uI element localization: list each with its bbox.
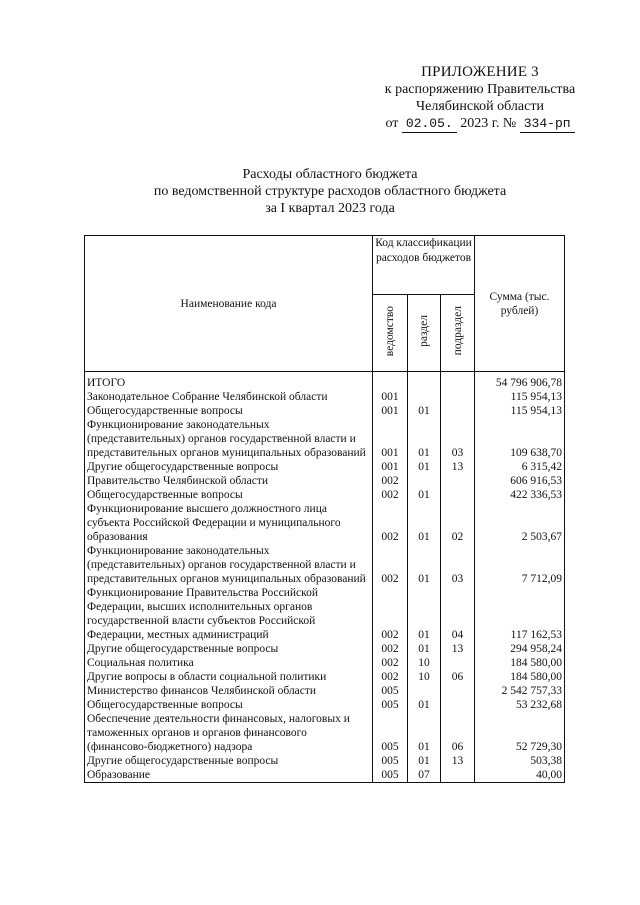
row-vedomstvo: 002	[373, 502, 408, 544]
row-podrazdel: 04	[441, 586, 475, 642]
row-podrazdel: 06	[441, 670, 475, 684]
order-date: 02.05.	[402, 115, 457, 133]
row-podrazdel	[441, 404, 475, 418]
row-vedomstvo: 005	[373, 754, 408, 768]
row-sum: 53 232,68	[475, 698, 565, 712]
row-vedomstvo: 002	[373, 586, 408, 642]
row-vedomstvo: 002	[373, 474, 408, 488]
row-sum: 117 162,53	[475, 586, 565, 642]
row-sum: 184 580,00	[475, 656, 565, 670]
row-razdel: 07	[408, 768, 441, 783]
row-razdel: 01	[408, 544, 441, 586]
table-row	[85, 544, 565, 586]
table-row	[85, 502, 565, 544]
row-razdel	[408, 474, 441, 488]
row-name: Обеспечение деятельности финансовых, налоговых и таможенных органов и органов финансового (финансово-бюджетного) надзора	[85, 712, 373, 754]
row-name: Общегосударственные вопросы	[85, 488, 373, 502]
table-row	[85, 670, 565, 684]
row-podrazdel: 03	[441, 418, 475, 460]
row-name: Другие вопросы в области социальной политики	[85, 670, 373, 684]
document-title-line3: за I квартал 2023 года	[265, 201, 395, 216]
table-row	[85, 754, 565, 768]
document-title-line2: по ведомственной структуре расходов областного бюджета	[153, 184, 507, 199]
row-vedomstvo: 001	[373, 418, 408, 460]
header-vedomstvo	[373, 295, 408, 372]
row-sum: 115 954,13	[475, 390, 565, 404]
row-podrazdel	[441, 698, 475, 712]
row-vedomstvo	[373, 372, 408, 391]
document-title-line1: Расходы областного бюджета	[242, 167, 418, 182]
row-sum: 184 580,00	[475, 670, 565, 684]
table-row	[85, 460, 565, 474]
table-row	[85, 390, 565, 404]
row-razdel	[408, 390, 441, 404]
row-sum: 6 315,42	[475, 460, 565, 474]
row-vedomstvo: 005	[373, 698, 408, 712]
row-vedomstvo: 002	[373, 656, 408, 670]
row-razdel: 01	[408, 586, 441, 642]
row-name: Образование	[85, 768, 373, 783]
table-row	[85, 404, 565, 418]
row-sum: 7 712,09	[475, 544, 565, 586]
row-podrazdel	[441, 656, 475, 670]
row-name: Другие общегосударственные вопросы	[85, 754, 373, 768]
header-code-group: Код классификации расходов бюджетов	[373, 236, 475, 295]
row-razdel	[408, 372, 441, 391]
row-sum: 115 954,13	[475, 404, 565, 418]
row-name: Социальная политика	[85, 656, 373, 670]
row-sum: 503,38	[475, 754, 565, 768]
row-vedomstvo: 005	[373, 712, 408, 754]
row-vedomstvo: 002	[373, 670, 408, 684]
appendix-title: ПРИЛОЖЕНИЕ 3	[421, 64, 539, 80]
row-name: Функционирование Правительства Российской Федерации, высших исполнительных органов государственной власти субъектов Российской Федерации, местных администраций	[85, 586, 373, 642]
row-vedomstvo: 001	[373, 460, 408, 474]
header-name: Наименование кода	[85, 236, 373, 372]
row-vedomstvo: 001	[373, 404, 408, 418]
row-name: Министерство финансов Челябинской области	[85, 684, 373, 698]
document-title	[80, 166, 580, 217]
row-podrazdel	[441, 768, 475, 783]
row-razdel: 01	[408, 754, 441, 768]
header-vedomstvo-label: ведомство	[384, 305, 396, 357]
row-sum: 294 958,24	[475, 642, 565, 656]
row-razdel: 01	[408, 698, 441, 712]
row-razdel: 01	[408, 404, 441, 418]
row-podrazdel: 06	[441, 712, 475, 754]
table-row	[85, 586, 565, 642]
row-name: ИТОГО	[85, 372, 373, 391]
header-podrazdel-label: подраздел	[451, 306, 464, 356]
row-sum: 2 542 757,33	[475, 684, 565, 698]
table-row	[85, 698, 565, 712]
date-prefix: от	[385, 116, 399, 131]
table-row	[85, 768, 565, 783]
date-year: 2023 г. №	[460, 116, 517, 131]
header-sum: Сумма (тыс. рублей)	[475, 236, 565, 372]
table-row	[85, 474, 565, 488]
row-name: Другие общегосударственные вопросы	[85, 642, 373, 656]
row-podrazdel	[441, 474, 475, 488]
header-razdel-label: раздел	[418, 315, 430, 347]
row-vedomstvo: 005	[373, 768, 408, 783]
row-razdel	[408, 684, 441, 698]
row-razdel: 01	[408, 712, 441, 754]
row-razdel: 01	[408, 502, 441, 544]
row-sum: 109 638,70	[475, 418, 565, 460]
appendix-header	[355, 64, 605, 133]
row-vedomstvo: 002	[373, 544, 408, 586]
row-podrazdel: 02	[441, 502, 475, 544]
appendix-date-line	[355, 115, 605, 133]
row-podrazdel: 13	[441, 754, 475, 768]
row-razdel: 01	[408, 418, 441, 460]
row-podrazdel	[441, 372, 475, 391]
row-sum: 606 916,53	[475, 474, 565, 488]
row-podrazdel: 13	[441, 642, 475, 656]
row-name: Общегосударственные вопросы	[85, 698, 373, 712]
row-razdel: 01	[408, 642, 441, 656]
row-vedomstvo: 002	[373, 642, 408, 656]
table-row	[85, 372, 565, 391]
header-podrazdel	[441, 295, 475, 372]
row-name: Общегосударственные вопросы	[85, 404, 373, 418]
appendix-line-region: Челябинской области	[416, 99, 544, 114]
row-name: Другие общегосударственные вопросы	[85, 460, 373, 474]
row-podrazdel	[441, 684, 475, 698]
row-sum: 422 336,53	[475, 488, 565, 502]
row-razdel: 01	[408, 460, 441, 474]
row-podrazdel: 03	[441, 544, 475, 586]
row-name: Функционирование законодательных (представительных) органов государственной власти и представительных органов муниципальных образований	[85, 544, 373, 586]
row-sum: 54 796 906,78	[475, 372, 565, 391]
row-podrazdel: 13	[441, 460, 475, 474]
row-vedomstvo: 005	[373, 684, 408, 698]
row-razdel: 01	[408, 488, 441, 502]
table-row	[85, 418, 565, 460]
order-number: 334-рп	[520, 115, 575, 133]
table-row	[85, 642, 565, 656]
row-vedomstvo: 002	[373, 488, 408, 502]
row-razdel: 10	[408, 656, 441, 670]
row-sum: 2 503,67	[475, 502, 565, 544]
row-name: Функционирование высшего должностного лица субъекта Российской Федерации и муниципального образования	[85, 502, 373, 544]
row-name: Законодательное Собрание Челябинской области	[85, 390, 373, 404]
row-podrazdel	[441, 488, 475, 502]
table-row	[85, 684, 565, 698]
table-row	[85, 656, 565, 670]
table-row	[85, 488, 565, 502]
row-podrazdel	[441, 390, 475, 404]
row-razdel: 10	[408, 670, 441, 684]
row-sum: 40,00	[475, 768, 565, 783]
budget-table	[84, 235, 565, 783]
appendix-line-order: к распоряжению Правительства	[384, 82, 576, 97]
header-razdel	[408, 295, 441, 372]
row-sum: 52 729,30	[475, 712, 565, 754]
table-row	[85, 712, 565, 754]
row-name: Функционирование законодательных (представительных) органов государственной власти и представительных органов муниципальных образований	[85, 418, 373, 460]
row-vedomstvo: 001	[373, 390, 408, 404]
row-name: Правительство Челябинской области	[85, 474, 373, 488]
